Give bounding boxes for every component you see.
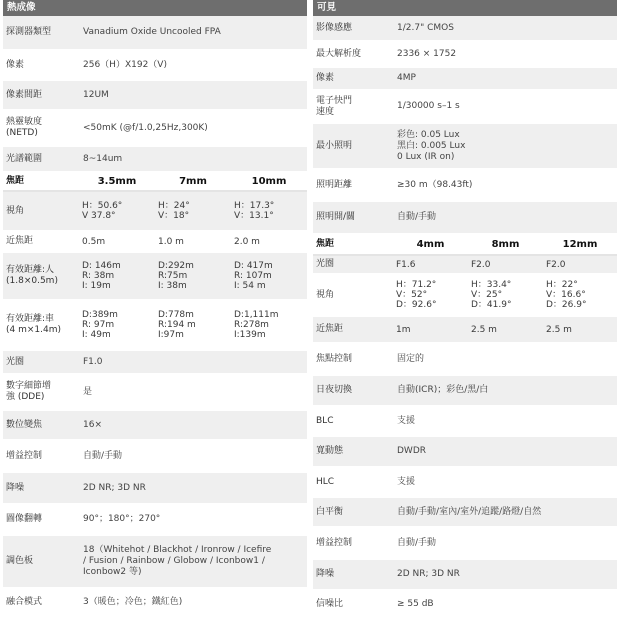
- spec-value: <50mK (@f/1.0,25Hz,300K): [83, 122, 208, 133]
- spec-label: 照明開/關: [316, 212, 356, 222]
- spec-row: [3, 351, 307, 375]
- spec-row: [313, 437, 617, 468]
- focal-col: 4mm: [416, 238, 445, 250]
- spec-row: [3, 253, 307, 301]
- spec-row: [3, 81, 307, 111]
- visible-spec-table: [313, 0, 617, 620]
- spec-label: 最小照明: [316, 140, 353, 151]
- spec-label: 融合模式: [6, 596, 43, 607]
- spec-row: [313, 170, 617, 202]
- spec-label: 有效距離:車 (4 m×1.4m): [6, 314, 61, 335]
- spec-label: 最大解析度: [316, 48, 362, 59]
- spec-value: 4MP: [397, 73, 416, 83]
- spec-cell: H：50.6° V 37.8°: [82, 201, 123, 221]
- spec-label: 照明距離: [316, 179, 353, 190]
- spec-row: [3, 473, 307, 505]
- spec-row: [3, 111, 307, 147]
- focal-col: 3.5mm: [97, 175, 137, 187]
- spec-cell: 1m: [396, 324, 411, 335]
- spec-row: [313, 344, 617, 376]
- spec-row: [313, 317, 617, 344]
- spec-cell: D:1,111m R:278m I:139m: [234, 310, 279, 340]
- spec-value: 自動/手動: [83, 450, 123, 461]
- spec-value: 1/2.7" CMOS: [397, 22, 454, 33]
- spec-label: 焦點控制: [316, 353, 353, 364]
- spec-cell: 2.0 m: [234, 236, 260, 247]
- spec-row: [3, 16, 307, 51]
- spec-cell: D:292m R:75m I: 38m: [158, 261, 194, 291]
- spec-row: [313, 42, 617, 68]
- spec-label: 光圈: [316, 259, 335, 269]
- spec-value: 支援: [397, 476, 416, 487]
- spec-label: 增益控制: [6, 450, 43, 461]
- spec-value: 固定的: [397, 353, 425, 364]
- spec-value: 支援: [397, 415, 416, 426]
- spec-row: [3, 589, 307, 617]
- spec-label: 寬動態: [316, 446, 344, 456]
- spec-label: 近焦距: [316, 324, 344, 334]
- focal-label: 焦距: [316, 239, 335, 249]
- spec-value: 自動/手動: [397, 537, 437, 548]
- spec-label: 日夜切換: [316, 385, 353, 395]
- spec-row: [313, 16, 617, 42]
- spec-label: HLC: [316, 476, 335, 487]
- spec-label: 光圈: [6, 356, 25, 367]
- spec-value: 90°；180°；270°: [83, 514, 161, 524]
- spec-value: Vanadium Oxide Uncooled FPA: [83, 27, 221, 37]
- spec-row: [3, 375, 307, 411]
- spec-cell: D: 146m R: 38m I: 19m: [82, 261, 121, 291]
- spec-label: 信噪比: [316, 599, 344, 609]
- spec-cell: F1.6: [396, 259, 416, 270]
- spec-row: [313, 124, 617, 170]
- spec-value: 自動(ICR)；彩色/黑/白: [397, 385, 489, 395]
- spec-label: 近焦距: [6, 236, 34, 246]
- spec-row: [313, 591, 617, 620]
- spec-row: [313, 407, 617, 437]
- spec-cell: 1.0 m: [158, 236, 184, 247]
- spec-cell: F2.0: [546, 259, 566, 270]
- spec-label: 影像感應: [316, 22, 353, 33]
- spec-row: [3, 411, 307, 441]
- spec-cell: D:389m R: 97m I: 49m: [82, 310, 118, 340]
- spec-row: [3, 441, 307, 473]
- visible-title: 可見: [313, 0, 617, 16]
- spec-label: 電子快門 速度: [316, 95, 353, 117]
- spec-row: [3, 192, 307, 232]
- spec-label: 降噪: [316, 569, 335, 579]
- spec-row: [3, 147, 307, 173]
- spec-row: [313, 256, 617, 275]
- thermal-title: 熱成像: [3, 0, 307, 16]
- spec-label: 有效距離:人 (1.8×0.5m): [6, 265, 58, 286]
- spec-cell: H：71.2° V：52° D：92.6°: [396, 280, 437, 310]
- spec-value: 2336 × 1752: [397, 48, 457, 59]
- spec-row: [3, 51, 307, 81]
- spec-cell: D: 417m R: 107m I: 54 m: [234, 261, 273, 291]
- spec-value: 1/30000 s–1 s: [397, 101, 460, 111]
- spec-row: [3, 536, 307, 589]
- spec-cell: 2.5 m: [546, 324, 572, 335]
- spec-value: 自動/手動: [397, 212, 437, 222]
- spec-cell: 2.5 m: [471, 324, 497, 335]
- spec-value: 自動/手動/室內/室外/追蹤/路燈/自然: [397, 506, 542, 517]
- spec-row: [3, 505, 307, 536]
- spec-label: 數位變焦: [6, 419, 43, 430]
- spec-label: 像素: [6, 59, 25, 70]
- spec-label: 光譜範圍: [6, 153, 43, 164]
- spec-value: 3（暖色；冷色；鐵紅色): [83, 596, 183, 607]
- spec-label: BLC: [316, 415, 334, 426]
- spec-label: 圖像翻轉: [6, 514, 43, 524]
- spec-row: [3, 301, 307, 351]
- focal-col: 7mm: [179, 175, 207, 187]
- spec-value: F1.0: [83, 356, 103, 367]
- spec-value: 18（Whitehot / Blackhot / Ironrow / Icefire / Fusion / Rainbow / Globow / Iconbow1 / Iconbow2 等): [83, 545, 272, 577]
- thermal-spec-table: [3, 0, 307, 617]
- spec-value: ≥30 m（98.43ft): [397, 179, 473, 190]
- spec-value: 2D NR; 3D NR: [397, 569, 460, 579]
- spec-row: [313, 202, 617, 235]
- focal-col: 10mm: [251, 175, 287, 187]
- spec-label: 視角: [6, 205, 25, 216]
- spec-cell: F2.0: [471, 259, 491, 270]
- spec-row: [313, 91, 617, 124]
- spec-label: 熱靈敏度 (NETD): [6, 117, 43, 138]
- spec-value: 2D NR; 3D NR: [83, 482, 146, 493]
- spec-label: 像素間距: [6, 89, 43, 100]
- focal-header-row: [313, 235, 617, 256]
- spec-value: 16×: [83, 419, 102, 430]
- spec-row: [313, 376, 617, 407]
- spec-row: [3, 232, 307, 253]
- spec-value: 是: [83, 386, 93, 397]
- spec-value: 256（H）X192（V): [83, 59, 167, 70]
- spec-row: [313, 498, 617, 528]
- spec-row: [313, 560, 617, 591]
- spec-row: [313, 468, 617, 498]
- spec-label: 白平衡: [316, 506, 344, 517]
- spec-value: 8~14um: [83, 153, 123, 164]
- spec-label: 數字細節增 強 (DDE): [6, 381, 52, 402]
- spec-cell: H：22° V：16.6° D：26.9°: [546, 280, 587, 310]
- spec-cell: H：24° V：18°: [158, 201, 190, 221]
- spec-cell: 0.5m: [82, 236, 106, 247]
- focal-col: 12mm: [562, 238, 598, 250]
- spec-label: 像素: [316, 73, 335, 83]
- spec-label: 探測器類型: [6, 27, 52, 37]
- spec-label: 調色板: [6, 556, 34, 566]
- focal-header-row: [3, 173, 307, 192]
- spec-value: 彩色: 0.05 Lux 黑白: 0.005 Lux 0 Lux (IR on): [397, 129, 466, 162]
- spec-value: DWDR: [397, 446, 427, 456]
- spec-row: [313, 528, 617, 560]
- spec-label: 增益控制: [316, 537, 353, 548]
- spec-row: [313, 68, 617, 91]
- spec-cell: D:778m R:194 m I:97m: [158, 310, 196, 340]
- spec-cell: H：17.3° V：13.1°: [234, 201, 275, 221]
- spec-label: 視角: [316, 289, 335, 300]
- spec-cell: H：33.4° V：25° D：41.9°: [471, 280, 512, 310]
- spec-label: 降噪: [6, 482, 25, 493]
- focal-col: 8mm: [491, 238, 520, 250]
- spec-value: 12UM: [83, 89, 109, 100]
- spec-row: [313, 275, 617, 317]
- focal-label: 焦距: [6, 176, 25, 186]
- spec-value: ≥ 55 dB: [397, 599, 434, 609]
